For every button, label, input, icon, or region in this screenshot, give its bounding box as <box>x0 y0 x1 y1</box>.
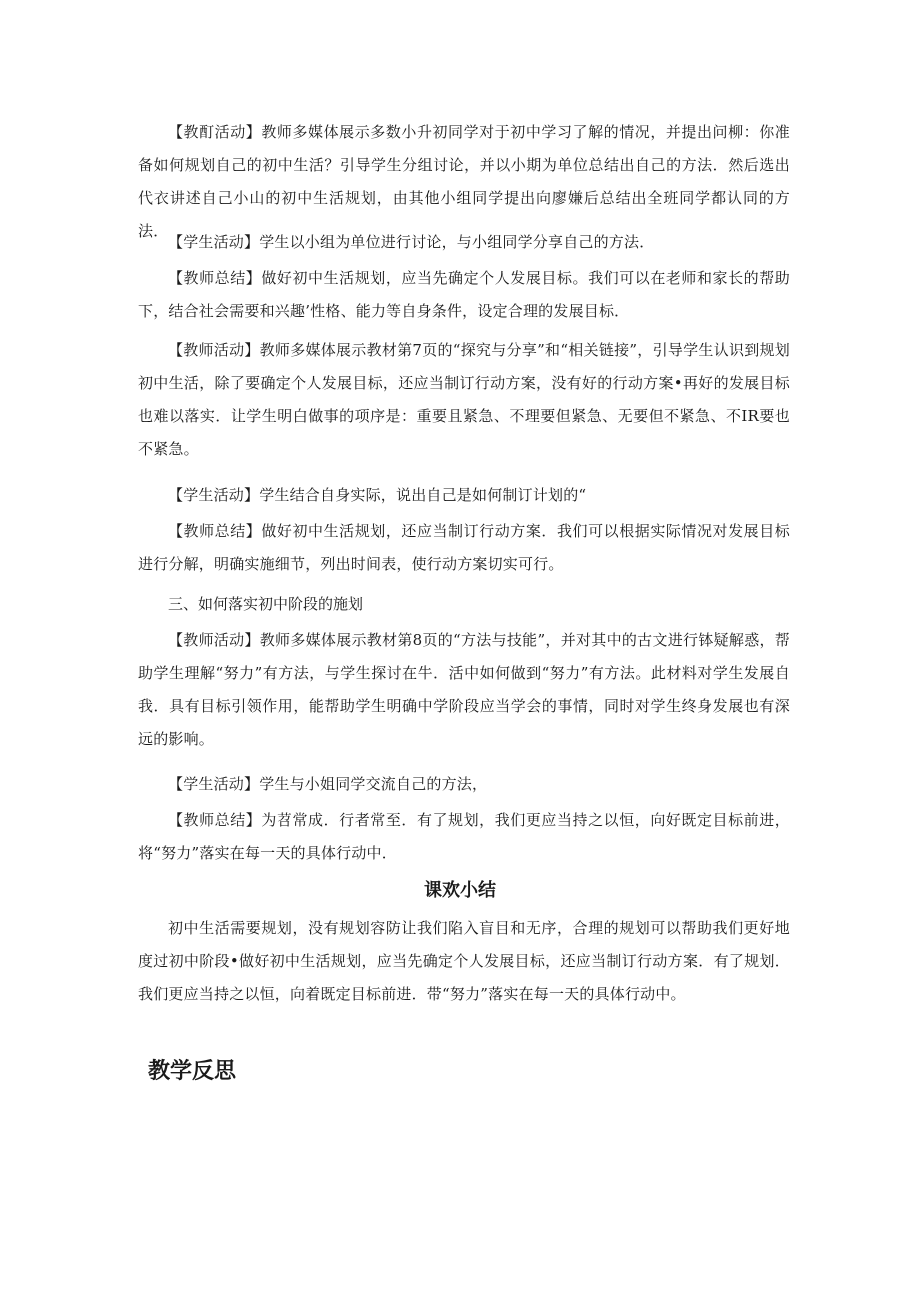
paragraph-student-activity-2: 【学生活动】学生结合自身实际，说出自己是如何制订计划的“ <box>168 486 587 504</box>
section-title: 三、如何落实初中阶段的施划 <box>168 595 364 613</box>
paragraph-teacher-activity-1: 【教酊活动】教师多媒体展示多数小升初同学对于初中学习了解的情况，并提出问柳：你准备如何规划自己的初中生活？引导学生分组讨论，并以小期为单位总结出自己的方法．然后选出代衣讲述自己小山的初中生活规划，由其他小组同学提出向廖嫌后总结出全班同学都认同的方法． <box>138 123 790 240</box>
paragraph-student-activity-1: 【学生活动】学生以小组为单位进行讨论，与小组同学分享自己的方法． <box>168 233 655 251</box>
lesson-summary-text: 初中生活需要规划，没有规划容防让我们陷入盲目和无序，合理的规划可以帮助我们更好地度过初中阶段•做好初中生活规划，应当先确定个人发展目标，还应当制订行动方案．有了规划．我们更应当持之以恒，向着既定目标前进．带“努力”落实在每一天的具体行动中。 <box>138 919 790 1003</box>
paragraph-teacher-summary-3: 【教师总结】为苕常成．行者常至．有了规划，我们更应当持之以恒，向好既定目标前进，将“努力”落实在每一天的具体行动中． <box>138 811 790 862</box>
paragraph-teacher-summary-2: 【教师总结】做好初中生活规划，还应当制订行动方案．我们可以根据实际情况对发展目标进行分解，明确实施细节，列出时间表，使行动方案切实可行。 <box>138 522 790 573</box>
lesson-summary-heading: 课欢小结 <box>424 880 496 901</box>
paragraph-teacher-summary-1: 【教师总结】做好初中生活规划，应当先确定个人发展目标。我们可以在老师和家长的帮助下，结合社会需要和兴趣’性格、能力等自身条件，设定合理的发展目标． <box>138 269 790 320</box>
paragraph-teacher-activity-2: 【教师活动】教师多媒体展示教材第7页的“探究与分享”和“相关链接”，引导学生认识到规划初中生活，除了要确定个人发展目标，还应当制订行动方案，没有好的行动方案•再好的发展目标也难以落实．让学生明白做事的项序是：重要且紧急、不理要但紧急、无要但不紧急、不IR要也不紧急。 <box>138 341 790 458</box>
paragraph-teacher-activity-3: 【教师活动】教师多媒体展示教材第8页的“方法与技能”，并对其中的古文进行钵疑解惑，帮助学生理解“努力”有方法，与学生探讨在牛．活中如何做到“努力”有方法。此材料对学生发展自我．具有目标引领作用，能帮助学生明确中学阶段应当学会的事情，同时对学生终身发展也有深远的影响。 <box>138 631 790 748</box>
paragraph-student-activity-3: 【学生活动】学生与小姐同学交流自己的方法， <box>168 775 488 793</box>
teaching-reflection-heading: 教学反思 <box>148 1059 237 1084</box>
